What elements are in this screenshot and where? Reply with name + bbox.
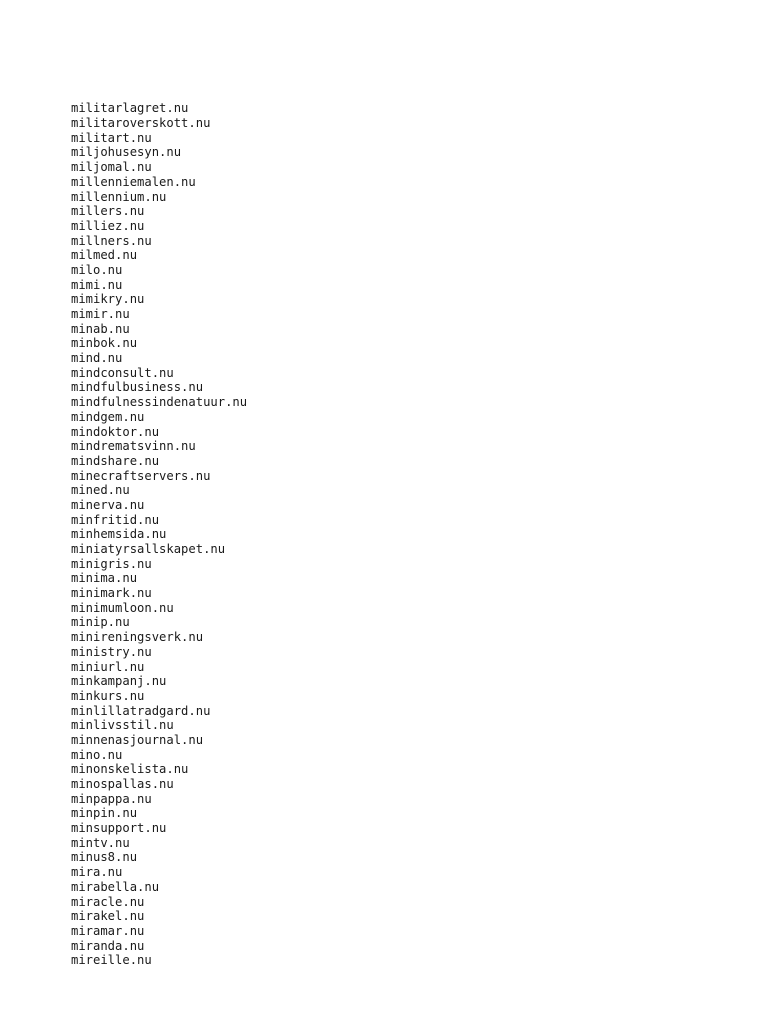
domain-list-item: minfritid.nu — [71, 512, 160, 527]
domain-list-item: minospallas.nu — [71, 777, 174, 792]
domain-list-item: militaroverskott.nu — [71, 116, 211, 131]
domain-list-item: minbok.nu — [71, 336, 138, 351]
domain-list-item: miniurl.nu — [71, 659, 145, 674]
domain-list-item: miniatyrsallskapet.nu — [71, 542, 226, 557]
domain-list-item: ministry.nu — [71, 644, 152, 659]
domain-list-item: minimumloon.nu — [71, 600, 174, 615]
domain-list-item: milliez.nu — [71, 218, 145, 233]
domain-list-item: mimir.nu — [71, 307, 130, 322]
domain-list-item: minerva.nu — [71, 497, 145, 512]
domain-list-item: minhemsida.nu — [71, 527, 167, 542]
domain-list-item: miracle.nu — [71, 894, 145, 909]
domain-list-item: militarlagret.nu — [71, 101, 189, 116]
domain-list-item: minonskelista.nu — [71, 762, 189, 777]
domain-list-item: millers.nu — [71, 204, 145, 219]
domain-list-item: mined.nu — [71, 483, 130, 498]
domain-list-item: mimikry.nu — [71, 292, 145, 307]
domain-list-item: mindconsult.nu — [71, 365, 174, 380]
domain-list-item: mimi.nu — [71, 277, 123, 292]
domain-list-item: millners.nu — [71, 233, 152, 248]
domain-list-item: millenniemalen.nu — [71, 174, 196, 189]
domain-list-item: mindoktor.nu — [71, 424, 160, 439]
domain-list-item: mira.nu — [71, 865, 123, 880]
domain-list-item: minireningsverk.nu — [71, 630, 204, 645]
domain-list-item: milo.nu — [71, 262, 123, 277]
domain-list-item: mino.nu — [71, 747, 123, 762]
domain-list-item: minsupport.nu — [71, 821, 167, 836]
domain-list-item: minnenasjournal.nu — [71, 732, 204, 747]
domain-list-item: mindshare.nu — [71, 453, 160, 468]
domain-list-item: mind.nu — [71, 351, 123, 366]
domain-list-item: minus8.nu — [71, 850, 138, 865]
domain-list-item: miljohusesyn.nu — [71, 145, 182, 160]
domain-list-item: millennium.nu — [71, 189, 167, 204]
domain-list-item: militart.nu — [71, 130, 152, 145]
domain-list-item: mirakel.nu — [71, 909, 145, 924]
domain-list-item: mindfulnessindenatuur.nu — [71, 395, 248, 410]
domain-list-item: mirabella.nu — [71, 879, 160, 894]
domain-list-item: minkurs.nu — [71, 688, 145, 703]
domain-list-item: minecraftservers.nu — [71, 468, 211, 483]
domain-list-item: miljomal.nu — [71, 160, 152, 175]
domain-list-item: minkampanj.nu — [71, 674, 167, 689]
domain-list-item: mireille.nu — [71, 953, 152, 968]
domain-list-item: milmed.nu — [71, 248, 138, 263]
domain-list-item: minpappa.nu — [71, 791, 152, 806]
domain-list-item: minlivsstil.nu — [71, 718, 174, 733]
domain-list-item: miramar.nu — [71, 923, 145, 938]
domain-list-item: mindrematsvinn.nu — [71, 439, 196, 454]
domain-list — [71, 72, 247, 968]
domain-list-item: minima.nu — [71, 571, 138, 586]
domain-list-item: mintv.nu — [71, 835, 130, 850]
domain-list-item: minpin.nu — [71, 806, 138, 821]
domain-list-item: mindfulbusiness.nu — [71, 380, 204, 395]
domain-list-item: mindgem.nu — [71, 409, 145, 424]
domain-list-item: minab.nu — [71, 321, 130, 336]
domain-list-item: minip.nu — [71, 615, 130, 630]
domain-list-item: miranda.nu — [71, 938, 145, 953]
domain-list-item: minlillatradgard.nu — [71, 703, 211, 718]
domain-list-item: minigris.nu — [71, 556, 152, 571]
domain-list-item: minimark.nu — [71, 586, 152, 601]
